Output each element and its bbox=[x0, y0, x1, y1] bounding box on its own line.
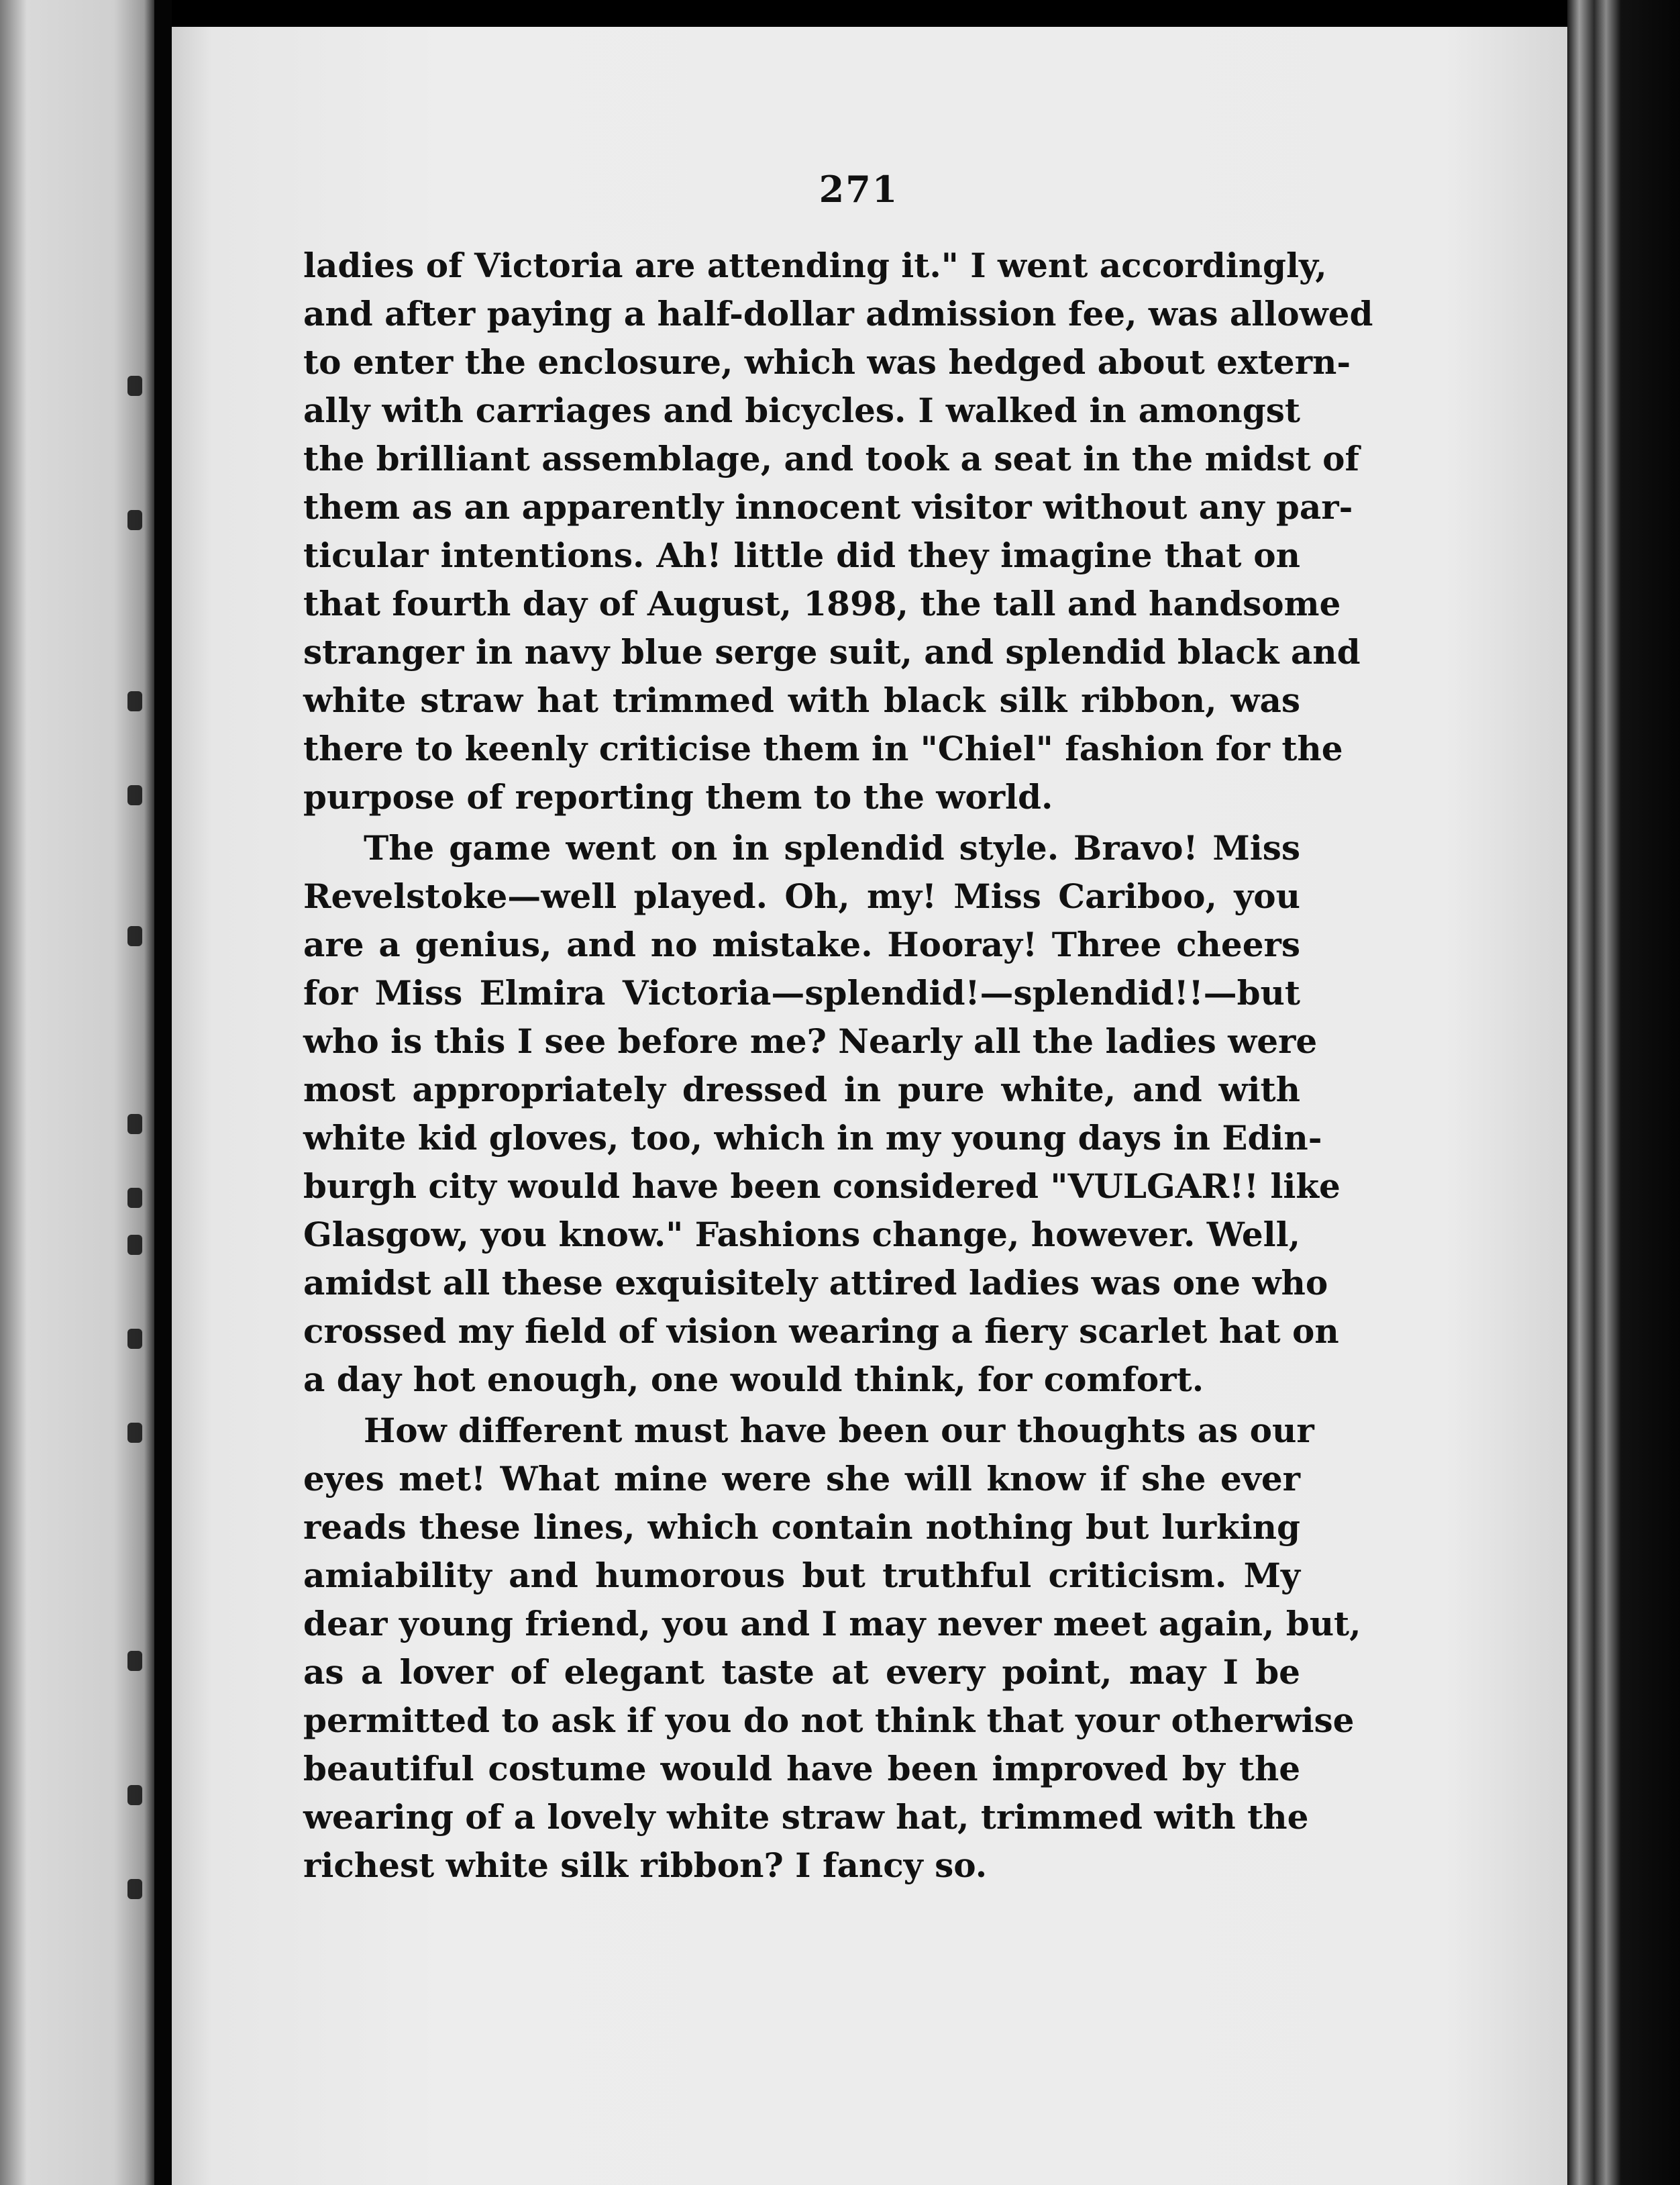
text-line: amiability and humorous but truthful criticism. My bbox=[303, 1556, 1300, 1595]
facing-page-edge bbox=[0, 0, 154, 2185]
facing-page-glyph bbox=[127, 1423, 142, 1443]
text-line: amidst all these exquisitely attired ladies was one who bbox=[303, 1263, 1328, 1303]
facing-page-glyph bbox=[127, 510, 142, 530]
text-line: are a genius, and no mistake. Hooray! Three cheers bbox=[303, 925, 1300, 964]
text-line: ally with carriages and bicycles. I walked in amongst bbox=[303, 391, 1300, 430]
text-line: and after paying a half-dollar admission fee, was allowed bbox=[303, 294, 1373, 334]
facing-page-glyph bbox=[127, 785, 142, 805]
facing-page-glyph bbox=[127, 1785, 142, 1805]
text-line: eyes met! What mine were she will know if she ever bbox=[303, 1459, 1300, 1498]
text-line: burgh city would have been considered "VULGAR!! like bbox=[303, 1166, 1341, 1206]
facing-page-glyph bbox=[127, 691, 142, 711]
text-line: How different must have been our thoughts as our bbox=[364, 1411, 1314, 1450]
text-line: wearing of a lovely white straw hat, trimmed with the bbox=[303, 1797, 1309, 1837]
facing-page-glyph bbox=[127, 1329, 142, 1349]
text-line: purpose of reporting them to the world. bbox=[303, 777, 1053, 817]
text-line: dear young friend, you and I may never meet again, but, bbox=[303, 1604, 1361, 1643]
text-line: permitted to ask if you do not think that your otherwise bbox=[303, 1700, 1355, 1740]
text-line: ticular intentions. Ah! little did they imagine that on bbox=[303, 536, 1300, 575]
text-line: a day hot enough, one would think, for comfort. bbox=[303, 1360, 1204, 1399]
text-line: that fourth day of August, 1898, the tall and handsome bbox=[303, 584, 1341, 623]
facing-page-glyph bbox=[127, 1235, 142, 1255]
text-line: them as an apparently innocent visitor without any par- bbox=[303, 487, 1353, 527]
text-line: beautiful costume would have been improved by the bbox=[303, 1749, 1300, 1788]
text-line: ladies of Victoria are attending it." I went accordingly, bbox=[303, 246, 1327, 285]
facing-page-glyph bbox=[127, 1879, 142, 1899]
text-line: richest white silk ribbon? I fancy so. bbox=[303, 1845, 988, 1885]
facing-page-glyph bbox=[127, 1114, 142, 1134]
page-number: 271 bbox=[819, 168, 899, 211]
body-text bbox=[303, 242, 1373, 1890]
text-line: Revelstoke—well played. Oh, my! Miss Cariboo, you bbox=[303, 876, 1300, 916]
text-line: reads these lines, which contain nothing but lurking bbox=[303, 1507, 1300, 1547]
text-line: The game went on in splendid style. Bravo! Miss bbox=[364, 828, 1300, 868]
text-line: to enter the enclosure, which was hedged about extern- bbox=[303, 342, 1351, 382]
facing-page-glyph bbox=[127, 1651, 142, 1671]
text-line: there to keenly criticise them in "Chiel" fashion for the bbox=[303, 729, 1343, 768]
text-line: the brilliant assemblage, and took a seat in the midst of bbox=[303, 439, 1359, 478]
facing-page-glyph bbox=[127, 376, 142, 396]
text-line: crossed my field of vision wearing a fiery scarlet hat on bbox=[303, 1311, 1339, 1351]
text-line: white straw hat trimmed with black silk ribbon, was bbox=[303, 680, 1300, 720]
text-line: most appropriately dressed in pure white, and with bbox=[303, 1070, 1300, 1109]
book-gutter bbox=[154, 0, 172, 2185]
text-line: white kid gloves, too, which in my young days in Edin- bbox=[303, 1118, 1322, 1158]
page-stack-edge bbox=[1567, 0, 1680, 2185]
facing-page-glyph bbox=[127, 1188, 142, 1208]
text-line: Glasgow, you know." Fashions change, however. Well, bbox=[303, 1215, 1301, 1254]
facing-page-glyph bbox=[127, 926, 142, 946]
text-line: who is this I see before me? Nearly all the ladies were bbox=[303, 1021, 1318, 1061]
text-line: for Miss Elmira Victoria—splendid!—splendid!!—but bbox=[303, 973, 1300, 1013]
text-line: stranger in navy blue serge suit, and splendid black and bbox=[303, 632, 1361, 672]
text-line: as a lover of elegant taste at every point, may I be bbox=[303, 1652, 1300, 1692]
